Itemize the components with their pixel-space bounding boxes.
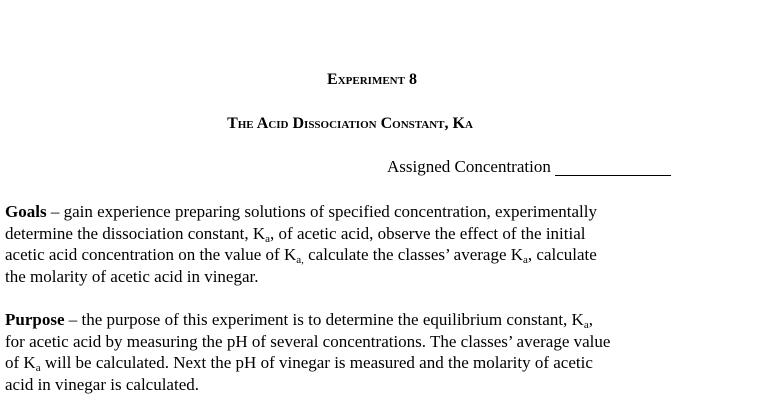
ka-subscript: a: [583, 319, 589, 331]
purpose-line-3: [5, 352, 705, 374]
goals-paragraph: [5, 201, 705, 288]
purpose-text: – the purpose of this experiment is to determine the equilibrium constant, K: [64, 310, 584, 329]
purpose-text: of K: [5, 353, 36, 373]
assigned-concentration-label: Assigned Concentration: [387, 157, 551, 176]
goals-line-4: [5, 266, 705, 288]
ka-subscript: a,: [296, 254, 304, 267]
ka-subscript: a: [523, 254, 528, 267]
assigned-concentration: [387, 157, 671, 177]
goals-text: the molarity of acetic acid in vinegar.: [5, 267, 259, 287]
purpose-paragraph: [5, 309, 705, 396]
goals-text: – gain experience preparing solutions of specified concentration, experimentally: [46, 202, 597, 221]
section-title-text: The Acid Dissociation Constant, K: [227, 115, 465, 132]
purpose-text: acid in vinegar is calculated.: [5, 375, 199, 395]
goals-label: Goals: [5, 202, 47, 221]
experiment-title: [0, 71, 755, 89]
purpose-line-1: [5, 309, 705, 331]
ka-subscript: a: [265, 232, 271, 245]
goals-line-3: [5, 244, 705, 266]
goals-text: determine the dissociation constant, K: [5, 223, 266, 243]
section-title-subscript: A: [464, 119, 473, 131]
assigned-concentration-blank-line[interactable]: [555, 157, 671, 176]
purpose-text: will be calculated. Next the pH of vinegar is measured and the molarity of acetic: [40, 353, 593, 373]
purpose-text: ,: [588, 310, 593, 329]
goals-line-1: [5, 201, 705, 223]
purpose-line-2: [5, 331, 705, 353]
section-title: [0, 115, 733, 134]
goals-text: acetic acid concentration on the value of K: [5, 245, 297, 265]
goals-line-2: [5, 223, 705, 245]
purpose-line-4: [5, 374, 705, 396]
experiment-title-text: Experiment 8: [327, 71, 417, 88]
goals-text: , of acetic acid, observe the effect of the initial: [270, 223, 586, 243]
goals-text: calculate the classes’ average K: [303, 245, 524, 265]
ka-subscript: a: [35, 362, 41, 375]
goals-text: , calculate: [527, 245, 597, 265]
purpose-label: Purpose: [5, 310, 65, 329]
purpose-text: for acetic acid by measuring the pH of several concentrations. The classes’ average value: [5, 331, 611, 351]
